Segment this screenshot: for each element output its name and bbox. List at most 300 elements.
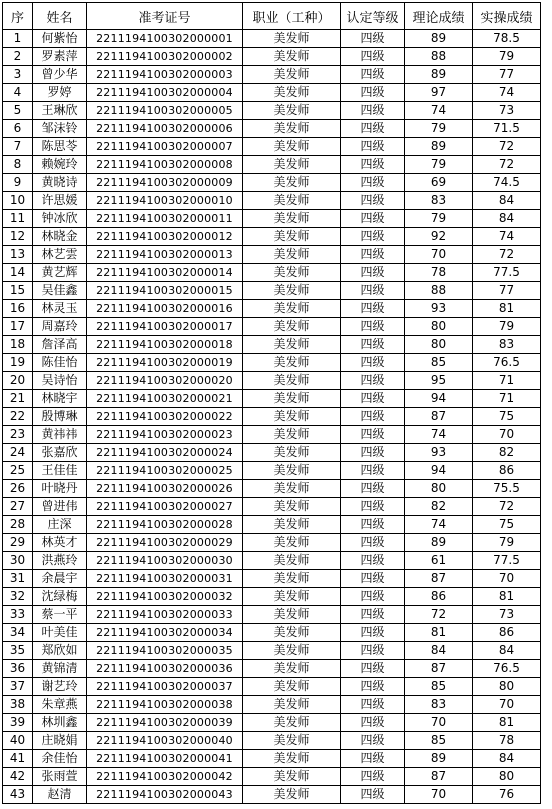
table-row <box>3 696 541 714</box>
table-row <box>3 372 541 390</box>
cell-level: 四级 <box>341 678 405 696</box>
cell-seq: 20 <box>3 372 33 390</box>
cell-practical-score: 70 <box>473 696 541 714</box>
cell-occupation: 美发师 <box>243 318 341 336</box>
cell-theory-score: 93 <box>405 444 473 462</box>
cell-level: 四级 <box>341 120 405 138</box>
cell-seq: 17 <box>3 318 33 336</box>
cell-level: 四级 <box>341 246 405 264</box>
cell-practical-score: 76.5 <box>473 354 541 372</box>
cell-exam-id: 2211194100302000033 <box>87 606 243 624</box>
cell-name: 陈思苓 <box>33 138 87 156</box>
cell-practical-score: 71 <box>473 372 541 390</box>
cell-exam-id: 2211194100302000002 <box>87 48 243 66</box>
table-row <box>3 678 541 696</box>
cell-theory-score: 85 <box>405 732 473 750</box>
cell-seq: 8 <box>3 156 33 174</box>
cell-occupation: 美发师 <box>243 120 341 138</box>
cell-exam-id: 2211194100302000036 <box>87 660 243 678</box>
header-occupation: 职业（工种） <box>243 3 341 30</box>
cell-name: 殷博琳 <box>33 408 87 426</box>
cell-exam-id: 2211194100302000023 <box>87 426 243 444</box>
cell-occupation: 美发师 <box>243 750 341 768</box>
header-exam-id: 准考证号 <box>87 3 243 30</box>
cell-occupation: 美发师 <box>243 156 341 174</box>
cell-exam-id: 2211194100302000008 <box>87 156 243 174</box>
cell-name: 罗婷 <box>33 84 87 102</box>
cell-practical-score: 84 <box>473 642 541 660</box>
cell-name: 钟冰欣 <box>33 210 87 228</box>
cell-name: 赵清 <box>33 786 87 804</box>
cell-level: 四级 <box>341 426 405 444</box>
table-row <box>3 660 541 678</box>
cell-seq: 41 <box>3 750 33 768</box>
cell-seq: 15 <box>3 282 33 300</box>
cell-exam-id: 2211194100302000025 <box>87 462 243 480</box>
cell-seq: 42 <box>3 768 33 786</box>
cell-level: 四级 <box>341 732 405 750</box>
cell-occupation: 美发师 <box>243 300 341 318</box>
cell-name: 余晨宇 <box>33 570 87 588</box>
table-row <box>3 768 541 786</box>
cell-level: 四级 <box>341 318 405 336</box>
cell-exam-id: 2211194100302000041 <box>87 750 243 768</box>
cell-theory-score: 83 <box>405 192 473 210</box>
cell-seq: 40 <box>3 732 33 750</box>
cell-seq: 4 <box>3 84 33 102</box>
cell-name: 庄晓娟 <box>33 732 87 750</box>
cell-exam-id: 2211194100302000029 <box>87 534 243 552</box>
cell-theory-score: 82 <box>405 498 473 516</box>
score-table <box>2 2 541 804</box>
cell-exam-id: 2211194100302000040 <box>87 732 243 750</box>
cell-occupation: 美发师 <box>243 390 341 408</box>
cell-name: 罗素萍 <box>33 48 87 66</box>
cell-occupation: 美发师 <box>243 264 341 282</box>
cell-name: 许思媛 <box>33 192 87 210</box>
table-row <box>3 624 541 642</box>
cell-level: 四级 <box>341 534 405 552</box>
cell-occupation: 美发师 <box>243 606 341 624</box>
cell-practical-score: 82 <box>473 444 541 462</box>
cell-name: 庄深 <box>33 516 87 534</box>
cell-theory-score: 84 <box>405 642 473 660</box>
cell-seq: 27 <box>3 498 33 516</box>
cell-exam-id: 2211194100302000031 <box>87 570 243 588</box>
cell-exam-id: 2211194100302000013 <box>87 246 243 264</box>
cell-seq: 2 <box>3 48 33 66</box>
cell-seq: 26 <box>3 480 33 498</box>
cell-seq: 18 <box>3 336 33 354</box>
cell-name: 邹沫铃 <box>33 120 87 138</box>
header-theory-score: 理论成绩 <box>405 3 473 30</box>
table-row <box>3 156 541 174</box>
header-row <box>3 3 541 30</box>
cell-practical-score: 86 <box>473 624 541 642</box>
cell-level: 四级 <box>341 516 405 534</box>
cell-exam-id: 2211194100302000018 <box>87 336 243 354</box>
cell-level: 四级 <box>341 462 405 480</box>
cell-name: 叶美佳 <box>33 624 87 642</box>
cell-practical-score: 84 <box>473 210 541 228</box>
cell-seq: 19 <box>3 354 33 372</box>
cell-seq: 12 <box>3 228 33 246</box>
cell-theory-score: 87 <box>405 408 473 426</box>
table-row <box>3 390 541 408</box>
cell-exam-id: 2211194100302000043 <box>87 786 243 804</box>
cell-level: 四级 <box>341 282 405 300</box>
cell-theory-score: 70 <box>405 714 473 732</box>
cell-practical-score: 76 <box>473 786 541 804</box>
cell-occupation: 美发师 <box>243 642 341 660</box>
cell-level: 四级 <box>341 642 405 660</box>
cell-occupation: 美发师 <box>243 210 341 228</box>
cell-occupation: 美发师 <box>243 678 341 696</box>
cell-occupation: 美发师 <box>243 372 341 390</box>
cell-seq: 32 <box>3 588 33 606</box>
cell-occupation: 美发师 <box>243 624 341 642</box>
cell-seq: 5 <box>3 102 33 120</box>
cell-practical-score: 72 <box>473 246 541 264</box>
cell-level: 四级 <box>341 768 405 786</box>
cell-seq: 13 <box>3 246 33 264</box>
cell-occupation: 美发师 <box>243 480 341 498</box>
cell-level: 四级 <box>341 264 405 282</box>
table-row <box>3 462 541 480</box>
cell-theory-score: 95 <box>405 372 473 390</box>
cell-practical-score: 80 <box>473 678 541 696</box>
cell-exam-id: 2211194100302000022 <box>87 408 243 426</box>
cell-occupation: 美发师 <box>243 228 341 246</box>
cell-name: 沈绿梅 <box>33 588 87 606</box>
cell-occupation: 美发师 <box>243 102 341 120</box>
cell-seq: 21 <box>3 390 33 408</box>
cell-level: 四级 <box>341 372 405 390</box>
cell-name: 王琳欣 <box>33 102 87 120</box>
cell-name: 王佳佳 <box>33 462 87 480</box>
cell-theory-score: 87 <box>405 768 473 786</box>
cell-name: 曾少华 <box>33 66 87 84</box>
cell-practical-score: 73 <box>473 606 541 624</box>
cell-exam-id: 2211194100302000039 <box>87 714 243 732</box>
cell-level: 四级 <box>341 498 405 516</box>
cell-theory-score: 74 <box>405 102 473 120</box>
cell-practical-score: 70 <box>473 426 541 444</box>
cell-name: 林艺雲 <box>33 246 87 264</box>
table-row <box>3 102 541 120</box>
cell-seq: 30 <box>3 552 33 570</box>
table-row <box>3 534 541 552</box>
cell-exam-id: 2211194100302000021 <box>87 390 243 408</box>
cell-level: 四级 <box>341 48 405 66</box>
table-row <box>3 192 541 210</box>
cell-name: 林灵玉 <box>33 300 87 318</box>
cell-practical-score: 79 <box>473 534 541 552</box>
table-row <box>3 714 541 732</box>
cell-exam-id: 2211194100302000030 <box>87 552 243 570</box>
cell-theory-score: 89 <box>405 66 473 84</box>
cell-level: 四级 <box>341 444 405 462</box>
cell-occupation: 美发师 <box>243 786 341 804</box>
cell-occupation: 美发师 <box>243 462 341 480</box>
cell-theory-score: 94 <box>405 390 473 408</box>
cell-exam-id: 2211194100302000038 <box>87 696 243 714</box>
cell-practical-score: 72 <box>473 138 541 156</box>
cell-practical-score: 74 <box>473 84 541 102</box>
cell-exam-id: 2211194100302000034 <box>87 624 243 642</box>
cell-name: 黄晓诗 <box>33 174 87 192</box>
cell-name: 林晓金 <box>33 228 87 246</box>
cell-theory-score: 81 <box>405 624 473 642</box>
table-row <box>3 354 541 372</box>
cell-name: 赖婉玲 <box>33 156 87 174</box>
cell-level: 四级 <box>341 408 405 426</box>
header-level: 认定等级 <box>341 3 405 30</box>
cell-level: 四级 <box>341 156 405 174</box>
cell-level: 四级 <box>341 210 405 228</box>
cell-level: 四级 <box>341 588 405 606</box>
cell-exam-id: 2211194100302000016 <box>87 300 243 318</box>
cell-theory-score: 85 <box>405 354 473 372</box>
cell-name: 黄艺辉 <box>33 264 87 282</box>
cell-theory-score: 87 <box>405 570 473 588</box>
cell-theory-score: 79 <box>405 156 473 174</box>
cell-name: 吴佳鑫 <box>33 282 87 300</box>
cell-seq: 22 <box>3 408 33 426</box>
cell-theory-score: 89 <box>405 750 473 768</box>
cell-level: 四级 <box>341 336 405 354</box>
table-row <box>3 516 541 534</box>
cell-occupation: 美发师 <box>243 498 341 516</box>
cell-seq: 14 <box>3 264 33 282</box>
cell-seq: 29 <box>3 534 33 552</box>
cell-level: 四级 <box>341 480 405 498</box>
cell-exam-id: 2211194100302000035 <box>87 642 243 660</box>
cell-level: 四级 <box>341 750 405 768</box>
cell-theory-score: 78 <box>405 264 473 282</box>
cell-exam-id: 2211194100302000010 <box>87 192 243 210</box>
cell-occupation: 美发师 <box>243 570 341 588</box>
header-seq: 序 <box>3 3 33 30</box>
cell-occupation: 美发师 <box>243 246 341 264</box>
table-row <box>3 30 541 48</box>
cell-exam-id: 2211194100302000012 <box>87 228 243 246</box>
cell-theory-score: 61 <box>405 552 473 570</box>
cell-theory-score: 93 <box>405 300 473 318</box>
cell-practical-score: 81 <box>473 588 541 606</box>
cell-exam-id: 2211194100302000006 <box>87 120 243 138</box>
cell-level: 四级 <box>341 624 405 642</box>
cell-practical-score: 75 <box>473 516 541 534</box>
table-body <box>3 30 541 804</box>
cell-practical-score: 78 <box>473 732 541 750</box>
cell-theory-score: 70 <box>405 786 473 804</box>
table-row <box>3 426 541 444</box>
cell-name: 林晓宇 <box>33 390 87 408</box>
cell-theory-score: 89 <box>405 138 473 156</box>
cell-practical-score: 84 <box>473 750 541 768</box>
table-row <box>3 732 541 750</box>
cell-practical-score: 71.5 <box>473 120 541 138</box>
cell-exam-id: 2211194100302000026 <box>87 480 243 498</box>
cell-occupation: 美发师 <box>243 660 341 678</box>
cell-exam-id: 2211194100302000042 <box>87 768 243 786</box>
cell-occupation: 美发师 <box>243 714 341 732</box>
cell-seq: 43 <box>3 786 33 804</box>
cell-theory-score: 70 <box>405 246 473 264</box>
cell-exam-id: 2211194100302000005 <box>87 102 243 120</box>
cell-name: 朱章燕 <box>33 696 87 714</box>
cell-practical-score: 74 <box>473 228 541 246</box>
table-row <box>3 318 541 336</box>
cell-theory-score: 69 <box>405 174 473 192</box>
cell-exam-id: 2211194100302000003 <box>87 66 243 84</box>
cell-exam-id: 2211194100302000001 <box>87 30 243 48</box>
table-row <box>3 336 541 354</box>
cell-name: 林圳鑫 <box>33 714 87 732</box>
cell-level: 四级 <box>341 66 405 84</box>
cell-practical-score: 77.5 <box>473 552 541 570</box>
cell-seq: 7 <box>3 138 33 156</box>
cell-occupation: 美发师 <box>243 354 341 372</box>
cell-name: 吴诗怡 <box>33 372 87 390</box>
cell-level: 四级 <box>341 606 405 624</box>
cell-level: 四级 <box>341 84 405 102</box>
table-row <box>3 480 541 498</box>
cell-theory-score: 97 <box>405 84 473 102</box>
cell-theory-score: 74 <box>405 516 473 534</box>
cell-name: 叶晓丹 <box>33 480 87 498</box>
cell-practical-score: 86 <box>473 462 541 480</box>
cell-name: 张嘉欣 <box>33 444 87 462</box>
cell-theory-score: 83 <box>405 696 473 714</box>
table-row <box>3 786 541 804</box>
cell-theory-score: 85 <box>405 678 473 696</box>
cell-level: 四级 <box>341 390 405 408</box>
cell-name: 郑欣如 <box>33 642 87 660</box>
cell-seq: 9 <box>3 174 33 192</box>
table-row <box>3 606 541 624</box>
cell-occupation: 美发师 <box>243 408 341 426</box>
table-row <box>3 228 541 246</box>
cell-occupation: 美发师 <box>243 48 341 66</box>
cell-seq: 24 <box>3 444 33 462</box>
table-row <box>3 300 541 318</box>
cell-occupation: 美发师 <box>243 516 341 534</box>
table-row <box>3 444 541 462</box>
cell-exam-id: 2211194100302000009 <box>87 174 243 192</box>
cell-exam-id: 2211194100302000028 <box>87 516 243 534</box>
cell-name: 蔡一平 <box>33 606 87 624</box>
cell-seq: 28 <box>3 516 33 534</box>
table-row <box>3 408 541 426</box>
cell-theory-score: 94 <box>405 462 473 480</box>
cell-level: 四级 <box>341 300 405 318</box>
cell-theory-score: 86 <box>405 588 473 606</box>
header-name: 姓名 <box>33 3 87 30</box>
cell-exam-id: 2211194100302000017 <box>87 318 243 336</box>
cell-exam-id: 2211194100302000024 <box>87 444 243 462</box>
cell-occupation: 美发师 <box>243 192 341 210</box>
cell-practical-score: 79 <box>473 318 541 336</box>
header-practical-score: 实操成绩 <box>473 3 541 30</box>
cell-name: 黄祎祎 <box>33 426 87 444</box>
cell-name: 曾进伟 <box>33 498 87 516</box>
cell-exam-id: 2211194100302000027 <box>87 498 243 516</box>
cell-practical-score: 71 <box>473 390 541 408</box>
cell-name: 黄锦清 <box>33 660 87 678</box>
table-row <box>3 282 541 300</box>
table-row <box>3 588 541 606</box>
cell-exam-id: 2211194100302000004 <box>87 84 243 102</box>
cell-practical-score: 72 <box>473 156 541 174</box>
cell-name: 余佳怡 <box>33 750 87 768</box>
cell-level: 四级 <box>341 138 405 156</box>
cell-seq: 35 <box>3 642 33 660</box>
cell-exam-id: 2211194100302000020 <box>87 372 243 390</box>
cell-name: 林英才 <box>33 534 87 552</box>
cell-name: 谢艺玲 <box>33 678 87 696</box>
cell-level: 四级 <box>341 660 405 678</box>
table-row <box>3 570 541 588</box>
table-row <box>3 750 541 768</box>
cell-theory-score: 87 <box>405 660 473 678</box>
cell-theory-score: 89 <box>405 30 473 48</box>
cell-theory-score: 89 <box>405 534 473 552</box>
cell-occupation: 美发师 <box>243 30 341 48</box>
cell-theory-score: 74 <box>405 426 473 444</box>
cell-level: 四级 <box>341 696 405 714</box>
table-row <box>3 498 541 516</box>
cell-seq: 25 <box>3 462 33 480</box>
cell-seq: 37 <box>3 678 33 696</box>
cell-theory-score: 72 <box>405 606 473 624</box>
cell-practical-score: 81 <box>473 300 541 318</box>
cell-name: 洪燕玲 <box>33 552 87 570</box>
cell-seq: 33 <box>3 606 33 624</box>
cell-practical-score: 70 <box>473 570 541 588</box>
cell-practical-score: 77 <box>473 66 541 84</box>
cell-practical-score: 79 <box>473 48 541 66</box>
cell-theory-score: 92 <box>405 228 473 246</box>
cell-occupation: 美发师 <box>243 84 341 102</box>
cell-seq: 23 <box>3 426 33 444</box>
table-row <box>3 48 541 66</box>
cell-seq: 10 <box>3 192 33 210</box>
cell-practical-score: 76.5 <box>473 660 541 678</box>
cell-seq: 38 <box>3 696 33 714</box>
cell-theory-score: 79 <box>405 120 473 138</box>
cell-name: 詹泽高 <box>33 336 87 354</box>
cell-occupation: 美发师 <box>243 138 341 156</box>
cell-theory-score: 80 <box>405 336 473 354</box>
cell-exam-id: 2211194100302000032 <box>87 588 243 606</box>
cell-occupation: 美发师 <box>243 426 341 444</box>
cell-practical-score: 75.5 <box>473 480 541 498</box>
table-row <box>3 84 541 102</box>
cell-occupation: 美发师 <box>243 588 341 606</box>
cell-exam-id: 2211194100302000007 <box>87 138 243 156</box>
cell-level: 四级 <box>341 174 405 192</box>
table-row <box>3 210 541 228</box>
cell-practical-score: 77 <box>473 282 541 300</box>
table-row <box>3 120 541 138</box>
cell-exam-id: 2211194100302000014 <box>87 264 243 282</box>
cell-exam-id: 2211194100302000015 <box>87 282 243 300</box>
cell-level: 四级 <box>341 228 405 246</box>
cell-level: 四级 <box>341 552 405 570</box>
cell-practical-score: 75 <box>473 408 541 426</box>
